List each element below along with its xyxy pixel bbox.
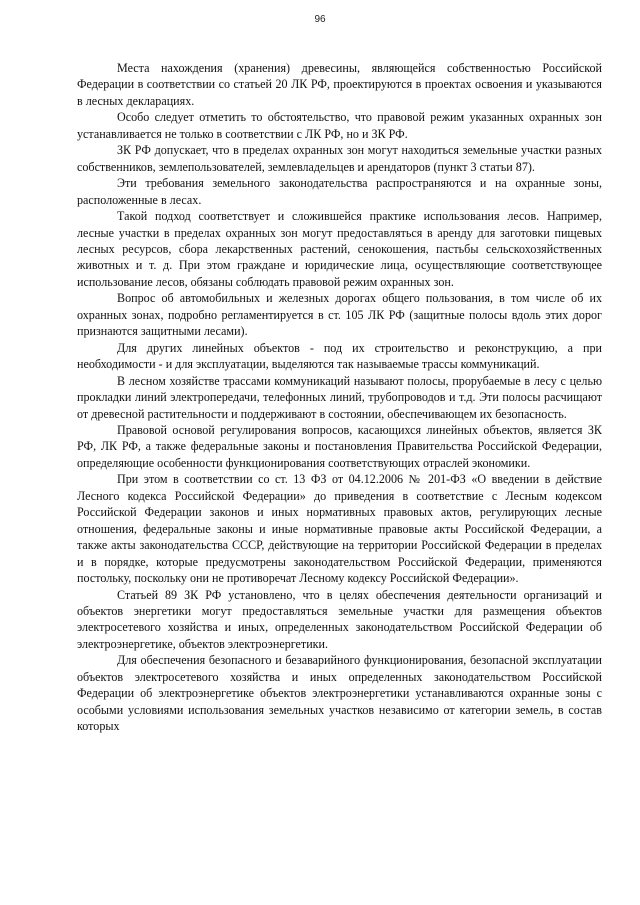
paragraph: Для обеспечения безопасного и безаварийного функционирования, безопасной эксплуатации объектов электросетевого хозяйства и иных определенных законодательством Российской Федерации об электроэнергетике объектов электроэнергетики устанавливаются охранные зоны с особыми условиями использования земельных участков независимо от категории земель, в состав которых <box>77 653 602 734</box>
paragraph: Эти требования земельного законодательства распространяются и на охранные зоны, расположенные в лесах. <box>77 176 602 207</box>
page-number: 96 <box>314 14 326 25</box>
paragraph: Вопрос об автомобильных и железных дорогах общего пользования, в том числе об их охранных зонах, подробно регламентируется в ст. 105 ЛК РФ (защитные полосы вдоль этих дорог признаются защитными лесами). <box>77 291 602 339</box>
paragraph: ЗК РФ допускает, что в пределах охранных зон могут находиться земельные участки разных собственников, землепользователей, землевладельцев и арендаторов (пункт 3 статьи 87). <box>77 143 602 174</box>
paragraph: При этом в соответствии со ст. 13 ФЗ от 04.12.2006 № 201-ФЗ «О введении в действие Лесного кодекса Российской Федерации» до приведения в соответствие с Лесным кодексом Российской Федерации законов и иных нормативных правовых актов, регулирующих лесные отношения, федеральные законы и иные нормативные правовые акты Российской Федерации, а также акты законодательства СССР, действующие на территории Российской Федерации в пределах и в порядке, которые предусмотрены законодательством Российской Федерации, применяются постольку, поскольку они не противоречат Лесному кодексу Российской Федерации». <box>77 472 602 586</box>
paragraph: В лесном хозяйстве трассами коммуникаций называют полосы, прорубаемые в лесу с целью прокладки линий электропередачи, телефонных линий, трубопроводов и т.д. Эти полосы расчищают от древесной растительности и поддерживают в состоянии, обеспечивающем их безопасность. <box>77 373 602 421</box>
document-body <box>77 60 602 735</box>
paragraph: Для других линейных объектов - под их строительство и реконструкцию, а при необходимости - и для эксплуатации, выделяются так называемые трассы коммуникаций. <box>77 340 602 372</box>
paragraph: Правовой основой регулирования вопросов, касающихся линейных объектов, является ЗК РФ, ЛК РФ, а также федеральные законы и постановления Правительства Российской Федерации, определяющие особенности функционирования соответствующих отраслей экономики. <box>77 422 602 470</box>
paragraph: Особо следует отметить то обстоятельство, что правовой режим указанных охранных зон устанавливается не только в соответствии с ЛК РФ, но и ЗК РФ. <box>77 110 602 141</box>
paragraph: Статьей 89 ЗК РФ установлено, что в целях обеспечения деятельности организаций и объектов энергетики могут предоставляться земельные участки для размещения объектов электросетевого хозяйства и иных, определенных законодательством Российской Федерации об электроэнергетике, объектов электроэнергетики. <box>77 587 602 651</box>
paragraph: Места нахождения (хранения) древесины, являющейся собственностью Российской Федерации в соответствии со статьей 20 ЛК РФ, проектируются в проектах освоения и указываются в лесных декларациях. <box>77 61 602 108</box>
paragraph: Такой подход соответствует и сложившейся практике использования лесов. Например, лесные участки в пределах охранных зон могут предоставляться в аренду для заготовки пищевых лесных ресурсов, сбора лекарственных растений, сенокошения, пастьбы сельскохозяйственных животных и т. д. При этом граждане и юридические лица, осуществляющие соответствующее использование лесов, обязаны соблюдать правовой режим охранных зон. <box>77 209 602 289</box>
